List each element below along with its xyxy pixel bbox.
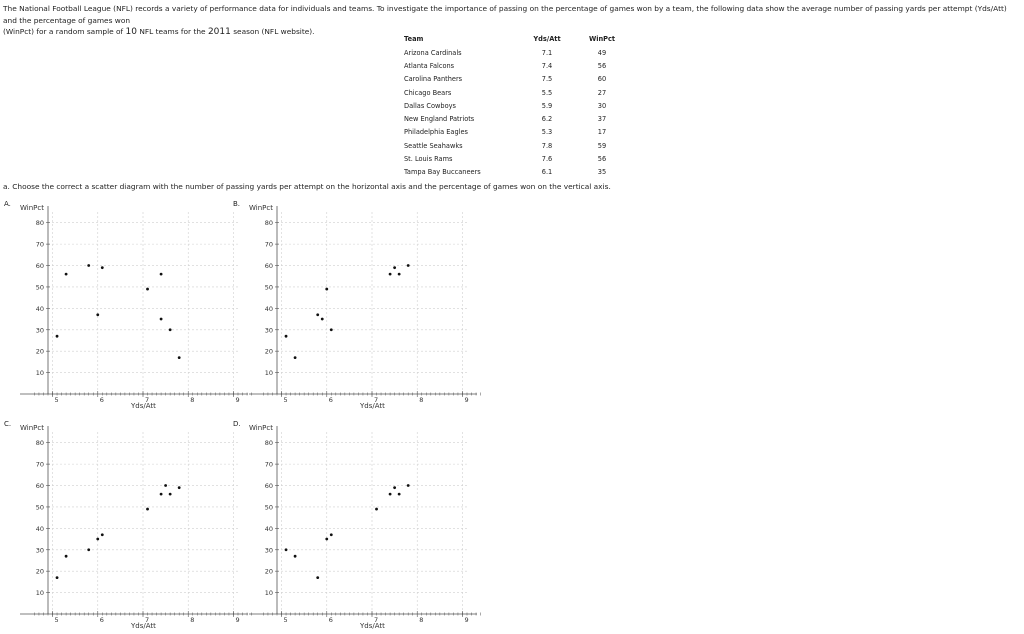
team-name: New England Patriots (404, 115, 475, 124)
data-point (178, 356, 181, 359)
x-tick-label: 5 (54, 616, 59, 624)
y-tick-label: 70 (35, 240, 44, 249)
team-name: Carolina Panthers (404, 75, 463, 84)
data-point (285, 335, 288, 338)
table-row (398, 152, 632, 165)
data-point (325, 288, 328, 291)
team-name: Dallas Cowboys (404, 101, 456, 110)
team-yds-att: 7.8 (541, 141, 553, 150)
data-point (398, 273, 401, 276)
y-tick-label: 30 (35, 546, 44, 555)
x-tick-label: 7 (374, 396, 379, 404)
y-tick-label: 20 (264, 567, 273, 576)
x-tick-label: 9 (464, 616, 469, 624)
y-tick-label: 70 (264, 240, 273, 249)
x-tick-label: 9 (235, 396, 240, 404)
y-tick-label: 40 (264, 304, 273, 313)
data-point (160, 273, 163, 276)
data-point (87, 548, 90, 551)
x-tick-label: 5 (283, 396, 288, 404)
team-winpct: 59 (597, 141, 607, 150)
option-c-label: C. (4, 420, 12, 428)
y-tick-label: 80 (264, 439, 273, 448)
header-winpct: WinPct (588, 35, 616, 43)
team-name: St. Louis Rams (404, 155, 453, 164)
data-point (96, 313, 99, 316)
x-tick-label: 6 (99, 616, 104, 624)
team-winpct: 56 (597, 61, 607, 70)
header-yds-att: Yds/Att (533, 35, 561, 43)
y-tick-label: 70 (35, 460, 44, 469)
data-point (325, 538, 328, 541)
data-point (101, 533, 104, 536)
team-yds-att: 5.3 (541, 128, 553, 137)
x-tick-label: 7 (145, 616, 150, 624)
data-point (321, 318, 324, 321)
team-name: Philadelphia Eagles (404, 128, 468, 137)
data-point (146, 288, 149, 291)
team-yds-att: 7.4 (541, 61, 553, 70)
x-tick-label: 8 (419, 396, 424, 404)
data-point (178, 486, 181, 489)
data-point (160, 493, 163, 496)
x-tick-label: 6 (99, 396, 104, 404)
data-point (65, 273, 68, 276)
x-tick-label: 8 (190, 616, 195, 624)
x-tick-label: 5 (54, 396, 59, 404)
intro-line2-pre: (WinPct) for a random sample of (3, 27, 126, 36)
header-team: Team (404, 35, 424, 43)
season-year: 2011 (207, 27, 231, 37)
team-winpct: 49 (597, 48, 607, 57)
data-point (389, 493, 392, 496)
data-point (160, 318, 163, 321)
y-tick-label: 30 (35, 326, 44, 335)
y-tick-label: 80 (35, 219, 44, 228)
team-winpct: 37 (597, 115, 607, 124)
team-name: Arizona Cardinals (404, 48, 462, 57)
data-point (87, 264, 90, 267)
y-tick-label: 50 (35, 283, 44, 292)
data-point (285, 548, 288, 551)
table-row (398, 73, 632, 86)
team-name: Seattle Seahawks (404, 141, 463, 150)
grid (277, 212, 467, 394)
data-point (316, 576, 319, 579)
x-tick-label: 7 (374, 616, 379, 624)
x-tick-label: 6 (328, 616, 333, 624)
y-tick-label: 60 (264, 262, 273, 271)
y-axis-label: WinPct (249, 204, 273, 212)
y-tick-label: 10 (35, 589, 44, 598)
x-tick-label: 5 (283, 616, 288, 624)
grid (48, 212, 238, 394)
y-tick-label: 50 (264, 503, 273, 512)
sample-size: 10 (125, 27, 137, 37)
data-point (65, 555, 68, 558)
option-b-label: B. (233, 200, 241, 208)
data-table (398, 32, 632, 179)
x-tick-label: 6 (328, 396, 333, 404)
x-axis-label: Yds/Att (131, 402, 156, 410)
data-point (393, 486, 396, 489)
y-tick-label: 10 (264, 369, 273, 378)
y-tick-label: 80 (264, 219, 273, 228)
team-yds-att: 6.2 (541, 115, 553, 124)
y-tick-label: 60 (35, 482, 44, 491)
data-point (393, 266, 396, 269)
intro-line1: The National Football League (NFL) records a variety of performance data for individuals and teams. To investigate the importance of passing on the percentage of games won by a team, the following data show the average number of passing yards per attempt (Yds/Att) and the percentage of games won (3, 4, 1007, 25)
team-yds-att: 6.1 (541, 168, 553, 177)
y-tick-label: 30 (264, 546, 273, 555)
x-tick-label: 8 (419, 616, 424, 624)
scatter-option-b[interactable] (237, 200, 467, 415)
data-point (330, 533, 333, 536)
data-point (407, 484, 410, 487)
y-tick-label: 20 (35, 347, 44, 356)
y-tick-label: 30 (264, 326, 273, 335)
data-point (169, 493, 172, 496)
table-row (398, 86, 632, 99)
team-yds-att: 7.1 (541, 48, 553, 57)
scatter-option-c[interactable] (8, 420, 238, 634)
x-tick-label: 8 (190, 396, 195, 404)
y-tick-label: 50 (35, 503, 44, 512)
team-winpct: 35 (597, 168, 607, 177)
option-d-label: D. (233, 420, 241, 428)
team-yds-att: 5.9 (541, 101, 553, 110)
x-tick-label: 7 (145, 396, 150, 404)
y-tick-label: 20 (264, 347, 273, 356)
table-row (398, 59, 632, 72)
grid (48, 432, 238, 614)
data-point (164, 484, 167, 487)
x-tick-label: 9 (235, 616, 240, 624)
grid (277, 432, 467, 614)
y-tick-label: 80 (35, 439, 44, 448)
team-winpct: 56 (597, 155, 607, 164)
y-tick-label: 40 (264, 524, 273, 533)
team-winpct: 27 (597, 88, 607, 97)
data-point (101, 266, 104, 269)
table-row (398, 139, 632, 152)
y-tick-label: 70 (264, 460, 273, 469)
team-winpct: 60 (597, 75, 607, 84)
y-axis-label: WinPct (20, 204, 44, 212)
intro-line2-mid: NFL teams for the (136, 27, 208, 36)
intro-line2-post: season (NFL website). (230, 27, 315, 36)
y-axis-label: WinPct (249, 424, 273, 432)
data-point (294, 555, 297, 558)
data-point (146, 508, 149, 511)
data-point (316, 313, 319, 316)
y-tick-label: 10 (35, 369, 44, 378)
x-axis-label: Yds/Att (360, 622, 385, 630)
data-point (294, 356, 297, 359)
x-axis-label: Yds/Att (131, 622, 156, 630)
y-tick-label: 20 (35, 567, 44, 576)
table-row (398, 126, 632, 139)
data-point (389, 273, 392, 276)
y-tick-label: 60 (264, 482, 273, 491)
data-point (398, 493, 401, 496)
x-tick-label: 9 (464, 396, 469, 404)
y-tick-label: 40 (35, 524, 44, 533)
data-point (56, 576, 59, 579)
table-row (398, 46, 632, 59)
data-point (330, 328, 333, 331)
x-axis-label: Yds/Att (360, 402, 385, 410)
team-yds-att: 7.5 (541, 75, 553, 84)
question-a: a. Choose the correct a scatter diagram with the number of passing yards per attempt on the horizontal axis and the percentage of games won on the vertical axis. (3, 182, 611, 191)
team-winpct: 30 (597, 101, 607, 110)
table-header-row (398, 32, 632, 46)
y-tick-label: 10 (264, 589, 273, 598)
data-point (375, 508, 378, 511)
data-point (169, 328, 172, 331)
table-row (398, 166, 632, 179)
team-name: Tampa Bay Buccaneers (404, 168, 481, 177)
team-winpct: 17 (597, 128, 607, 137)
y-tick-label: 60 (35, 262, 44, 271)
table-row (398, 99, 632, 112)
scatter-option-d[interactable] (237, 420, 467, 634)
table-row (398, 112, 632, 125)
team-name: Atlanta Falcons (404, 61, 455, 70)
data-point (407, 264, 410, 267)
option-a-label: A. (4, 200, 11, 208)
y-tick-label: 50 (264, 283, 273, 292)
y-axis-label: WinPct (20, 424, 44, 432)
data-point (96, 538, 99, 541)
data-point (56, 335, 59, 338)
team-yds-att: 5.5 (541, 88, 553, 97)
team-yds-att: 7.6 (541, 155, 553, 164)
y-tick-label: 40 (35, 304, 44, 313)
team-name: Chicago Bears (404, 88, 452, 97)
